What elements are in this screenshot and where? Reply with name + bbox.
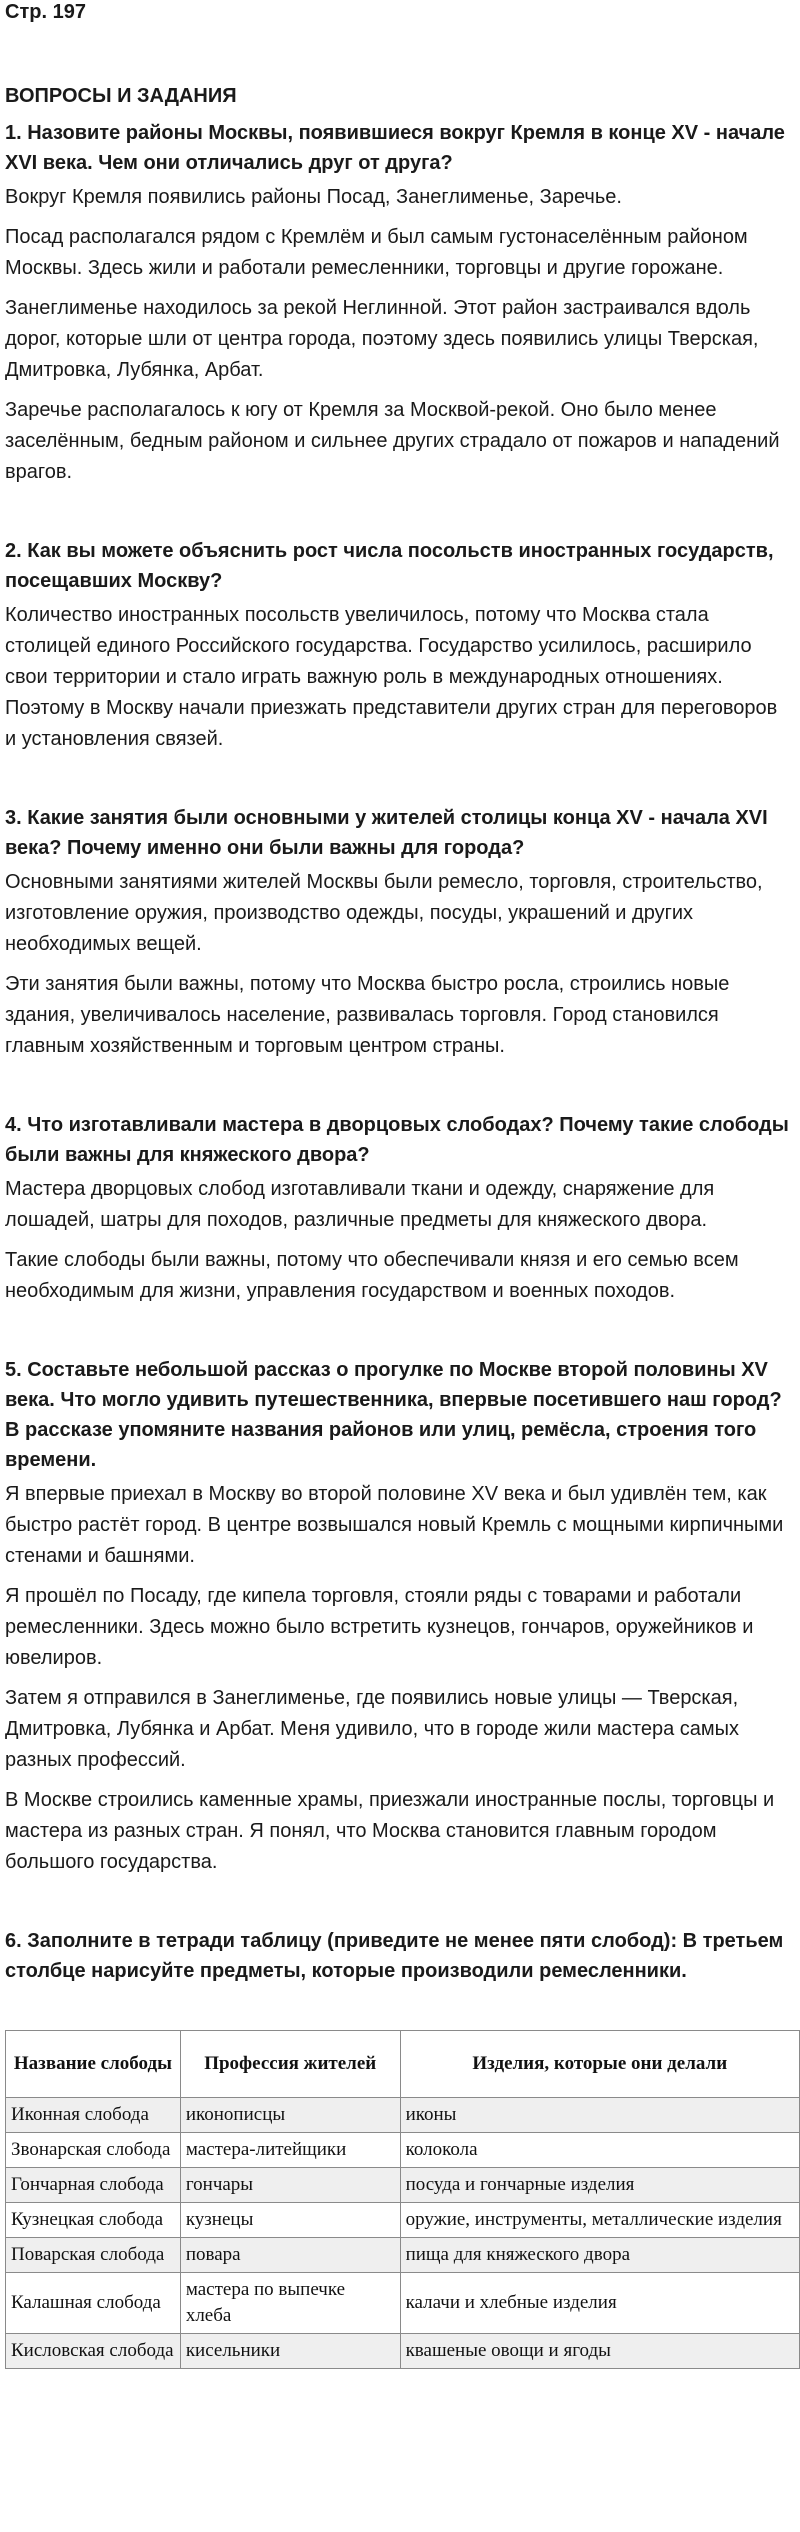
table-cell: квашеные овощи и ягоды bbox=[400, 2334, 799, 2369]
table-cell: Иконная слобода bbox=[6, 2098, 181, 2133]
table-cell: мастера-литейщики bbox=[180, 2133, 400, 2168]
answer-paragraph: Эти занятия были важны, потому что Москва быстро росла, строились новые здания, увеличивалось население, развивалась торговля. Город становился главным хозяйственным и торговым центром страны. bbox=[5, 973, 730, 1057]
question-block bbox=[5, 1110, 790, 1307]
question-block bbox=[5, 1355, 790, 1878]
question-block bbox=[5, 803, 790, 1062]
table-cell: кисельники bbox=[180, 2334, 400, 2369]
page-title: Стр. 197 bbox=[5, 1, 86, 23]
question-title: 3. Какие занятия были основными у жителей столицы конца XV - начала XVI века? Почему именно они были важны для города? bbox=[5, 807, 768, 859]
table-cell: иконописцы bbox=[180, 2098, 400, 2133]
table-cell: Гончарная слобода bbox=[6, 2168, 181, 2203]
table-header-cell: Изделия, которые они делали bbox=[400, 2031, 799, 2098]
answer-paragraph: Вокруг Кремля появились районы Посад, Занеглименье, Заречье. bbox=[5, 186, 622, 208]
table-cell: иконы bbox=[400, 2098, 799, 2133]
question-block bbox=[5, 1926, 790, 1986]
section-heading: ВОПРОСЫ И ЗАДАНИЯ bbox=[5, 85, 237, 107]
table-cell: кузнецы bbox=[180, 2203, 400, 2238]
question-title: 4. Что изготавливали мастера в дворцовых слободах? Почему такие слободы были важны для княжеского двора? bbox=[5, 1114, 789, 1166]
answer-paragraph: Основными занятиями жителей Москвы были ремесло, торговля, строительство, изготовление оружия, производство одежды, посуды, украшений и других необходимых вещей. bbox=[5, 871, 763, 955]
table-row bbox=[6, 2334, 800, 2369]
table-cell: пища для княжеского двора bbox=[400, 2238, 799, 2273]
table-cell: Поварская слобода bbox=[6, 2238, 181, 2273]
question-title: 5. Составьте небольшой рассказ о прогулке по Москве второй половины XV века. Что могло удивить путешественника, впервые посетившего наш город? В рассказе упомяните названия районов или улиц, ремёсла, строения того времени. bbox=[5, 1359, 782, 1471]
answer-paragraph: Я прошёл по Посаду, где кипела торговля, стояли ряды с товарами и работали ремесленники. Здесь можно было встретить кузнецов, гончаров, оружейников и ювелиров. bbox=[5, 1585, 754, 1669]
table-cell: калачи и хлебные изделия bbox=[400, 2273, 799, 2334]
answer-paragraph: Я впервые приехал в Москву во второй половине XV века и был удивлён тем, как быстро растёт город. В центре возвышался новый Кремль с мощными кирпичными стенами и башнями. bbox=[5, 1483, 784, 1567]
table-row bbox=[6, 2098, 800, 2133]
table-header-cell: Профессия жителей bbox=[180, 2031, 400, 2098]
table-cell: Звонарская слобода bbox=[6, 2133, 181, 2168]
answer-paragraph: Занеглименье находилось за рекой Неглинной. Этот район застраивался вдоль дорог, которые шли от центра города, поэтому здесь появились улицы Тверская, Дмитровка, Лубянка, Арбат. bbox=[5, 297, 759, 381]
answer-paragraph: Количество иностранных посольств увеличилось, потому что Москва стала столицей единого Российского государства. Государство усилилось, расширило свои территории и стало играть важную роль в международных отношениях. Поэтому в Москву начали приезжать представители других стран для переговоров и установления связей. bbox=[5, 604, 778, 750]
table-cell: повара bbox=[180, 2238, 400, 2273]
table-cell: посуда и гончарные изделия bbox=[400, 2168, 799, 2203]
table-header-row bbox=[6, 2031, 800, 2098]
answer-paragraph: Мастера дворцовых слобод изготавливали ткани и одежду, снаряжение для лошадей, шатры для походов, различные предметы для княжеского двора. bbox=[5, 1178, 715, 1231]
table-body bbox=[6, 2098, 800, 2369]
question-title: 1. Назовите районы Москвы, появившиеся вокруг Кремля в конце XV - начале XVI века. Чем они отличались друг от друга? bbox=[5, 122, 785, 174]
table-header-cell: Название слободы bbox=[6, 2031, 181, 2098]
slobody-table-container bbox=[5, 2030, 790, 2369]
table-cell: гончары bbox=[180, 2168, 400, 2203]
table-cell: Кузнецкая слобода bbox=[6, 2203, 181, 2238]
answer-paragraph: В Москве строились каменные храмы, приезжали иностранные послы, торговцы и мастера из разных стран. Я понял, что Москва становится главным городом большого государства. bbox=[5, 1789, 775, 1873]
question-title: 6. Заполните в тетради таблицу (приведите не менее пяти слобод): В третьем столбце нарисуйте предметы, которые производили ремесленники. bbox=[5, 1930, 784, 1982]
slobody-table bbox=[5, 2030, 800, 2369]
answer-paragraph: Посад располагался рядом с Кремлём и был самым густонаселённым районом Москвы. Здесь жили и работали ремесленники, торговцы и другие горожане. bbox=[5, 226, 748, 279]
questions-list bbox=[5, 118, 790, 1986]
table-cell: оружие, инструменты, металлические изделия bbox=[400, 2203, 799, 2238]
answer-paragraph: Такие слободы были важны, потому что обеспечивали князя и его семью всем необходимым для жизни, управления государством и военных походов. bbox=[5, 1249, 739, 1302]
table-row bbox=[6, 2203, 800, 2238]
answer-paragraph: Затем я отправился в Занеглименье, где появились новые улицы — Тверская, Дмитровка, Лубянка и Арбат. Меня удивило, что в городе жили мастера самых разных профессий. bbox=[5, 1687, 740, 1771]
question-title: 2. Как вы можете объяснить рост числа посольств иностранных государств, посещавших Москву? bbox=[5, 540, 774, 592]
answer-paragraph: Заречье располагалось к югу от Кремля за Москвой-рекой. Оно было менее заселённым, бедным районом и сильнее других страдало от пожаров и нападений врагов. bbox=[5, 399, 780, 483]
table-cell: мастера по выпечке хлеба bbox=[180, 2273, 400, 2334]
question-block bbox=[5, 536, 790, 755]
table-row bbox=[6, 2133, 800, 2168]
table-cell: Калашная слобода bbox=[6, 2273, 181, 2334]
table-cell: колокола bbox=[400, 2133, 799, 2168]
table-row bbox=[6, 2168, 800, 2203]
table-cell: Кисловская слобода bbox=[6, 2334, 181, 2369]
table-row bbox=[6, 2238, 800, 2273]
question-block bbox=[5, 118, 790, 488]
table-row bbox=[6, 2273, 800, 2334]
